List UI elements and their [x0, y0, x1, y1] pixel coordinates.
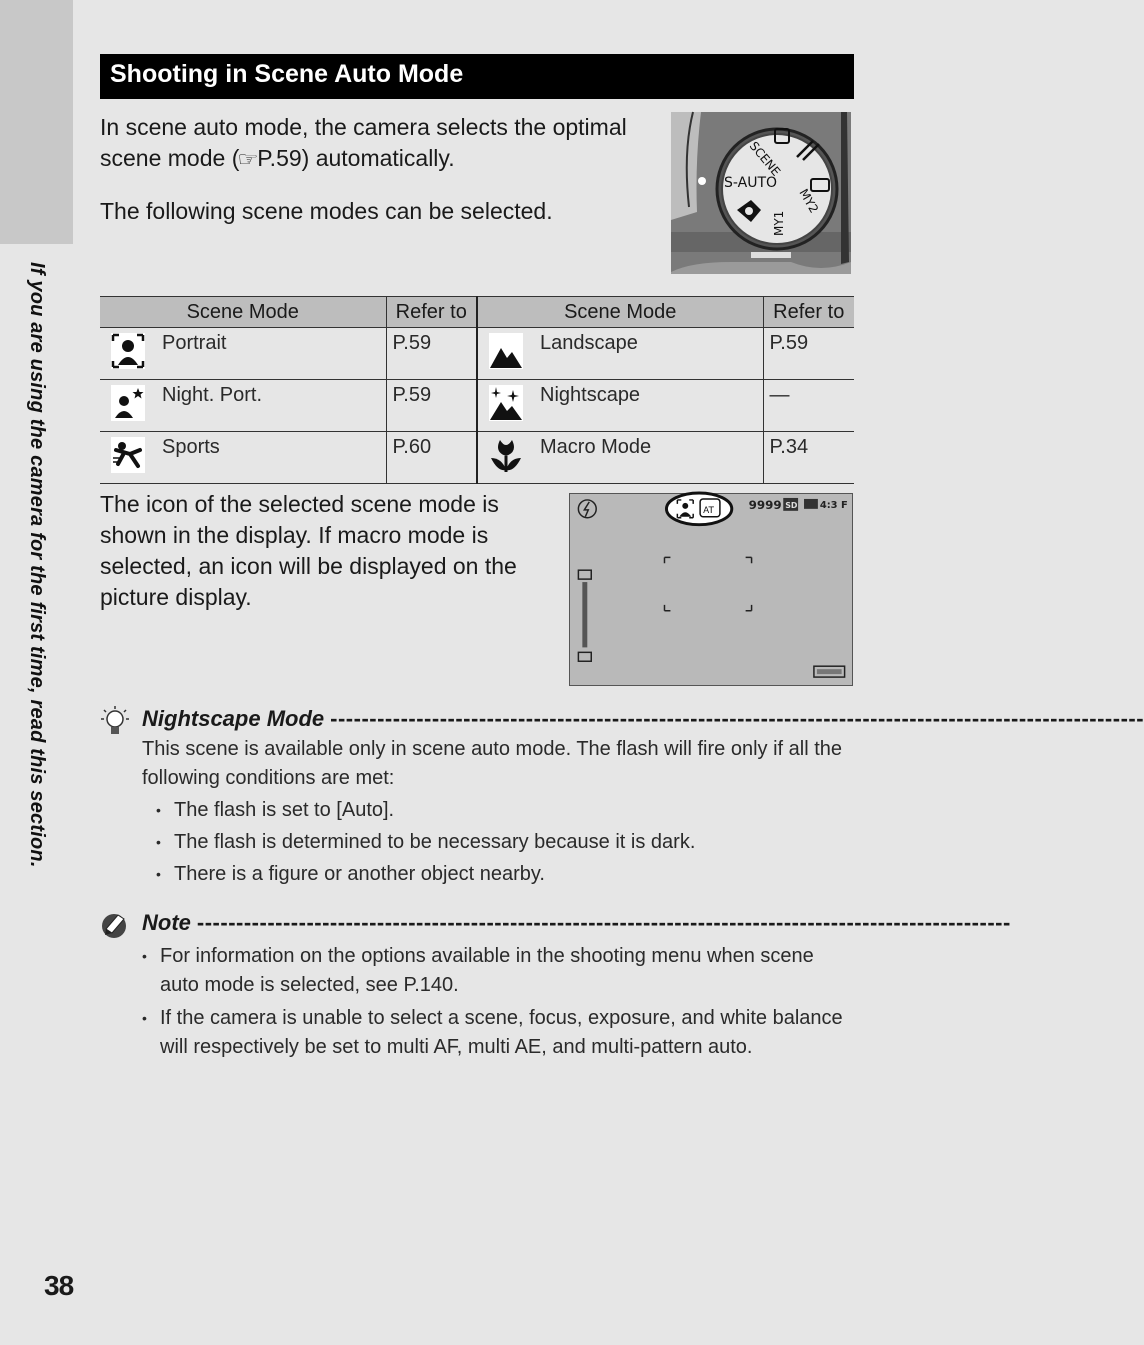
- sports-icon: [110, 436, 146, 474]
- nightscape-note-title: Nightscape Mode: [142, 706, 325, 731]
- sd-card-icon: SD: [785, 500, 798, 510]
- intro-text: [100, 112, 660, 227]
- mode-ref: P.60: [386, 432, 477, 484]
- nightscape-note: [100, 703, 1144, 892]
- focus-frame: [664, 557, 751, 610]
- zoom-bar: [582, 582, 587, 647]
- intro-paragraph: [100, 112, 660, 176]
- dial-label-my2: MY2: [796, 186, 822, 216]
- chapter-side-text: If you are using the camera for the first time, read this section.: [26, 262, 48, 868]
- mode-name: Portrait: [162, 332, 227, 354]
- mode-ref: P.34: [763, 432, 854, 484]
- section-title: Shooting in Scene Auto Mode: [100, 54, 854, 99]
- portrait-icon: [110, 332, 146, 370]
- table-row: [100, 328, 854, 380]
- landscape-icon: [488, 332, 524, 370]
- mode-ref: P.59: [386, 380, 477, 432]
- mode-name: Landscape: [540, 332, 638, 354]
- zoom-tele-icon: [578, 570, 591, 579]
- list-item: • The flash is determined to be necessary because it is dark.: [156, 828, 854, 857]
- scene-auto-icon-label: AT: [703, 505, 714, 516]
- nightscape-note-body: This scene is available only in scene auto mode. The flash will fire only if all the following conditions are met:: [142, 738, 842, 789]
- scene-auto-highlight: [666, 493, 731, 525]
- page-number: 38: [44, 1270, 74, 1301]
- camera-display-illustration: [569, 493, 853, 686]
- reference-icon: ☞: [237, 149, 260, 171]
- mode-ref: P.59: [386, 328, 477, 380]
- table-row: [100, 432, 854, 484]
- mode-dial-illustration: [671, 112, 851, 274]
- mode-cell: [477, 432, 763, 484]
- macro-icon: [488, 436, 524, 474]
- night-portrait-icon: [110, 384, 146, 422]
- mode-ref: —: [763, 380, 854, 432]
- dial-label-my1: MY1: [772, 210, 786, 236]
- header-refer-to: Refer to: [386, 297, 477, 328]
- aspect-quality: 4:3 F: [819, 499, 848, 511]
- mode-name: Macro Mode: [540, 436, 652, 458]
- mode-cell: [477, 380, 763, 432]
- list-item: • There is a figure or another object nearby.: [156, 860, 854, 889]
- dial-label-scene: SCENE: [746, 138, 784, 179]
- mode-cell: [100, 380, 386, 432]
- table-header-row: [100, 297, 854, 328]
- header-scene-mode: Scene Mode: [100, 297, 386, 328]
- mode-ref: P.59: [763, 328, 854, 380]
- remaining-shots: 9999: [748, 497, 782, 512]
- header-refer-to-2: Refer to: [763, 297, 854, 328]
- mode-cell: [100, 328, 386, 380]
- zoom-wide-icon: [578, 652, 591, 661]
- mode-name: Nightscape: [540, 384, 641, 406]
- mode-name: Night. Port.: [162, 384, 263, 406]
- nightscape-icon: [488, 384, 524, 422]
- pencil-note-icon: [100, 909, 130, 941]
- flash-auto-icon: [578, 500, 596, 518]
- general-note: [100, 907, 1011, 1066]
- divider-dashes: --------------------------------------------------------------------------------------------------------: [330, 706, 1144, 731]
- table-row: [100, 380, 854, 432]
- scene-mode-table: [100, 296, 854, 484]
- intro-paragraph-2: The following scene modes can be selected.: [100, 198, 553, 224]
- mode-cell: [477, 328, 763, 380]
- mode-cell: [100, 432, 386, 484]
- mode-name: Sports: [162, 436, 220, 458]
- note-title: Note: [142, 910, 191, 935]
- list-item: • If the camera is unable to select a scene, focus, exposure, and white balance will respectively be set to multi AF, multi AE, and multi-pattern auto.: [142, 1004, 854, 1062]
- intro-text-end: P.59) automatically.: [257, 145, 455, 171]
- dial-indicator-dot: [698, 177, 706, 185]
- dial-label-s-auto: S-AUTO: [724, 175, 778, 191]
- display-description: The icon of the selected scene mode is shown in the display. If macro mode is selected, an icon will be displayed on the picture display.: [100, 491, 517, 610]
- intro-text-start: In scene auto mode, the camera selects the optimal scene mode (: [100, 114, 627, 171]
- scene-auto-icon: [700, 499, 720, 517]
- lightbulb-icon: [100, 705, 130, 737]
- header-scene-mode-2: Scene Mode: [477, 297, 763, 328]
- divider-dashes: --------------------------------------------------------------------------------------------------------: [196, 910, 1011, 935]
- chapter-tab: [0, 0, 73, 244]
- list-item: • For information on the options available in the shooting menu when scene auto mode is selected, see P.140.: [142, 942, 854, 1000]
- image-size-icon: [804, 499, 818, 509]
- list-item: • The flash is set to [Auto].: [156, 796, 854, 825]
